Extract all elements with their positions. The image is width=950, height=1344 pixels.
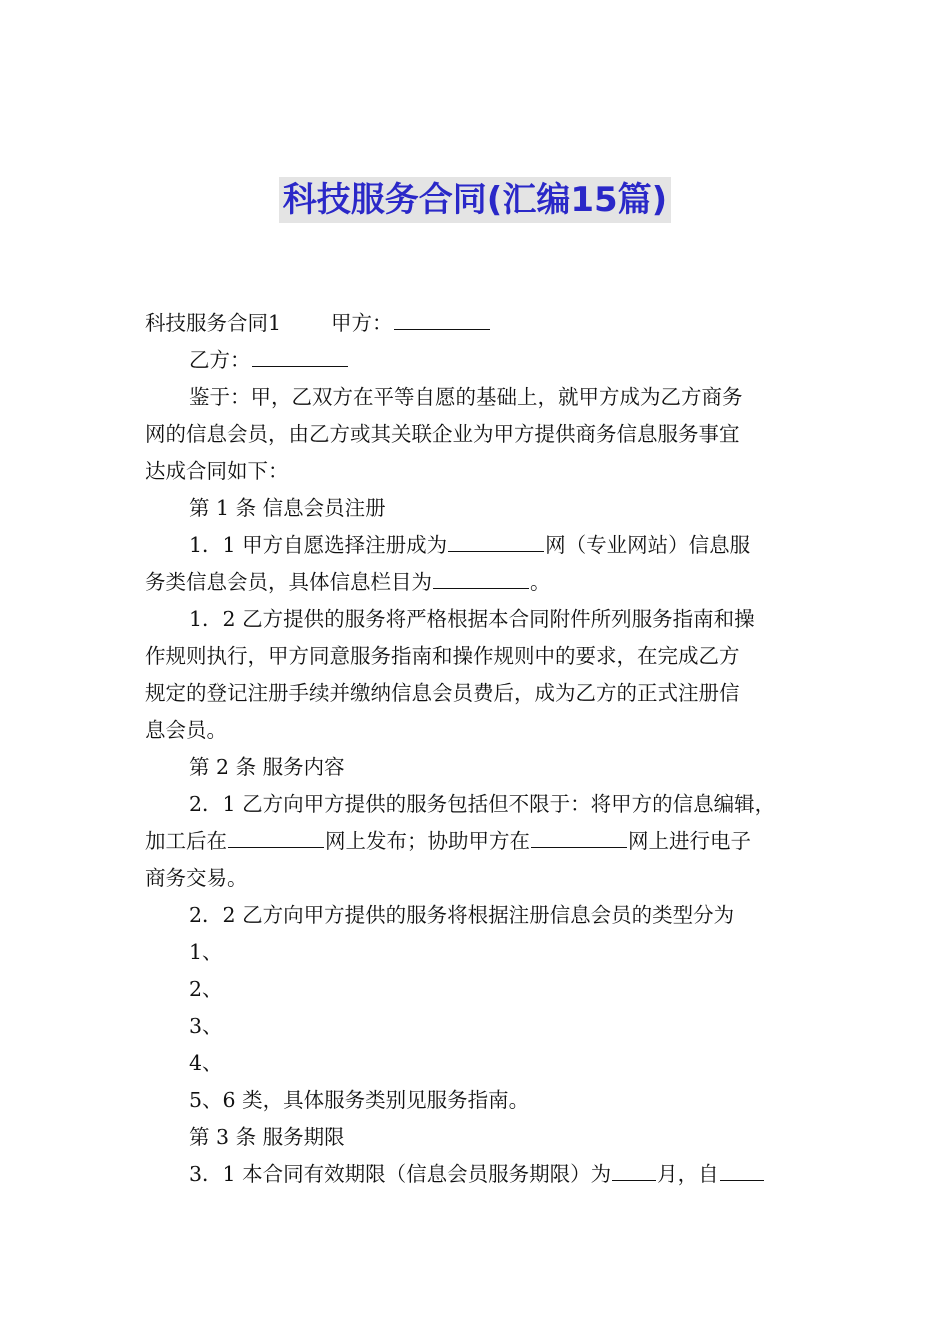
section-heading-text: 第 2 条 服务内容 [189,755,345,779]
paragraph-text: 网的信息会员，由乙方或其关联企业为甲方提供商务信息服务事宜 [145,422,740,446]
list-item-text: 2、 [189,977,223,1001]
text-line [145,379,835,416]
paragraph-text: 网上进行电子 [628,829,751,853]
paragraph-text: 达成合同如下： [145,459,289,483]
text-line [145,601,835,638]
paragraph-text: 规定的登记注册手续并缴纳信息会员费后，成为乙方的正式注册信 [145,681,740,705]
title-wrap [0,177,950,223]
paragraph-text: 息会员。 [145,718,227,742]
list-item [145,1008,835,1045]
text-line [145,416,835,453]
party-b-label: 乙方： [189,348,251,372]
document-body [145,305,835,1193]
paragraph-text: 。 [530,570,551,594]
paragraph-text: 月，自 [657,1162,719,1186]
paragraph-text: 网上发布；协助甲方在 [325,829,530,853]
list-item [145,1045,835,1082]
paragraph-text: 加工后在 [145,829,227,853]
text-line [145,675,835,712]
section-heading-text: 第 3 条 服务期限 [189,1125,345,1149]
text-line [145,897,835,934]
list-item [145,971,835,1008]
text-line [145,527,835,564]
text-line [145,712,835,749]
text-line [145,342,835,379]
fill-blank [612,1158,656,1181]
text-line [145,305,835,342]
paragraph-text: 2．1 乙方向甲方提供的服务包括但不限于：将甲方的信息编辑， [189,792,776,816]
paragraph-text: 网（专业网站）信息服 [545,533,751,557]
fill-blank [448,529,544,552]
text-line [145,1156,835,1193]
list-item [145,934,835,971]
list-item-text: 5、6 类，具体服务类别见服务指南。 [189,1088,530,1112]
text-line [145,453,835,490]
paragraph-text: 1．1 甲方自愿选择注册成为 [189,533,448,557]
paragraph-text: 3．1 本合同有效期限（信息会员服务期限）为 [189,1162,612,1186]
text-line [145,564,835,601]
list-item-text: 3、 [189,1014,223,1038]
text-line [145,823,835,860]
paragraph-text: 2．2 乙方向甲方提供的服务将根据注册信息会员的类型分为 [189,903,735,927]
fill-blank [228,825,324,848]
section-heading [145,1119,835,1156]
section-heading [145,749,835,786]
paragraph-text: 务类信息会员，具体信息栏目为 [145,570,432,594]
list-item-text: 4、 [189,1051,223,1075]
text-line [145,786,835,823]
party-a-label: 甲方： [331,311,393,335]
text-line [145,860,835,897]
list-item-text: 1、 [189,940,223,964]
text-line [145,638,835,675]
paragraph-text: 商务交易。 [145,866,248,890]
document-title: 科技服务合同(汇编15篇) [279,177,671,223]
section-heading [145,490,835,527]
fill-blank [433,566,529,589]
section-heading-text: 第 1 条 信息会员注册 [189,496,386,520]
contract-name: 科技服务合同1 [145,311,282,335]
paragraph-text: 作规则执行，甲方同意服务指南和操作规则中的要求，在完成乙方 [145,644,740,668]
list-item [145,1082,835,1119]
party-b-blank [252,344,348,367]
paragraph-text: 鉴于：甲，乙双方在平等自愿的基础上，就甲方成为乙方商务 [189,385,743,409]
fill-blank [720,1158,764,1181]
party-a-blank [394,307,490,330]
paragraph-text: 1．2 乙方提供的服务将严格根据本合同附件所列服务指南和操 [189,607,755,631]
fill-blank [531,825,627,848]
